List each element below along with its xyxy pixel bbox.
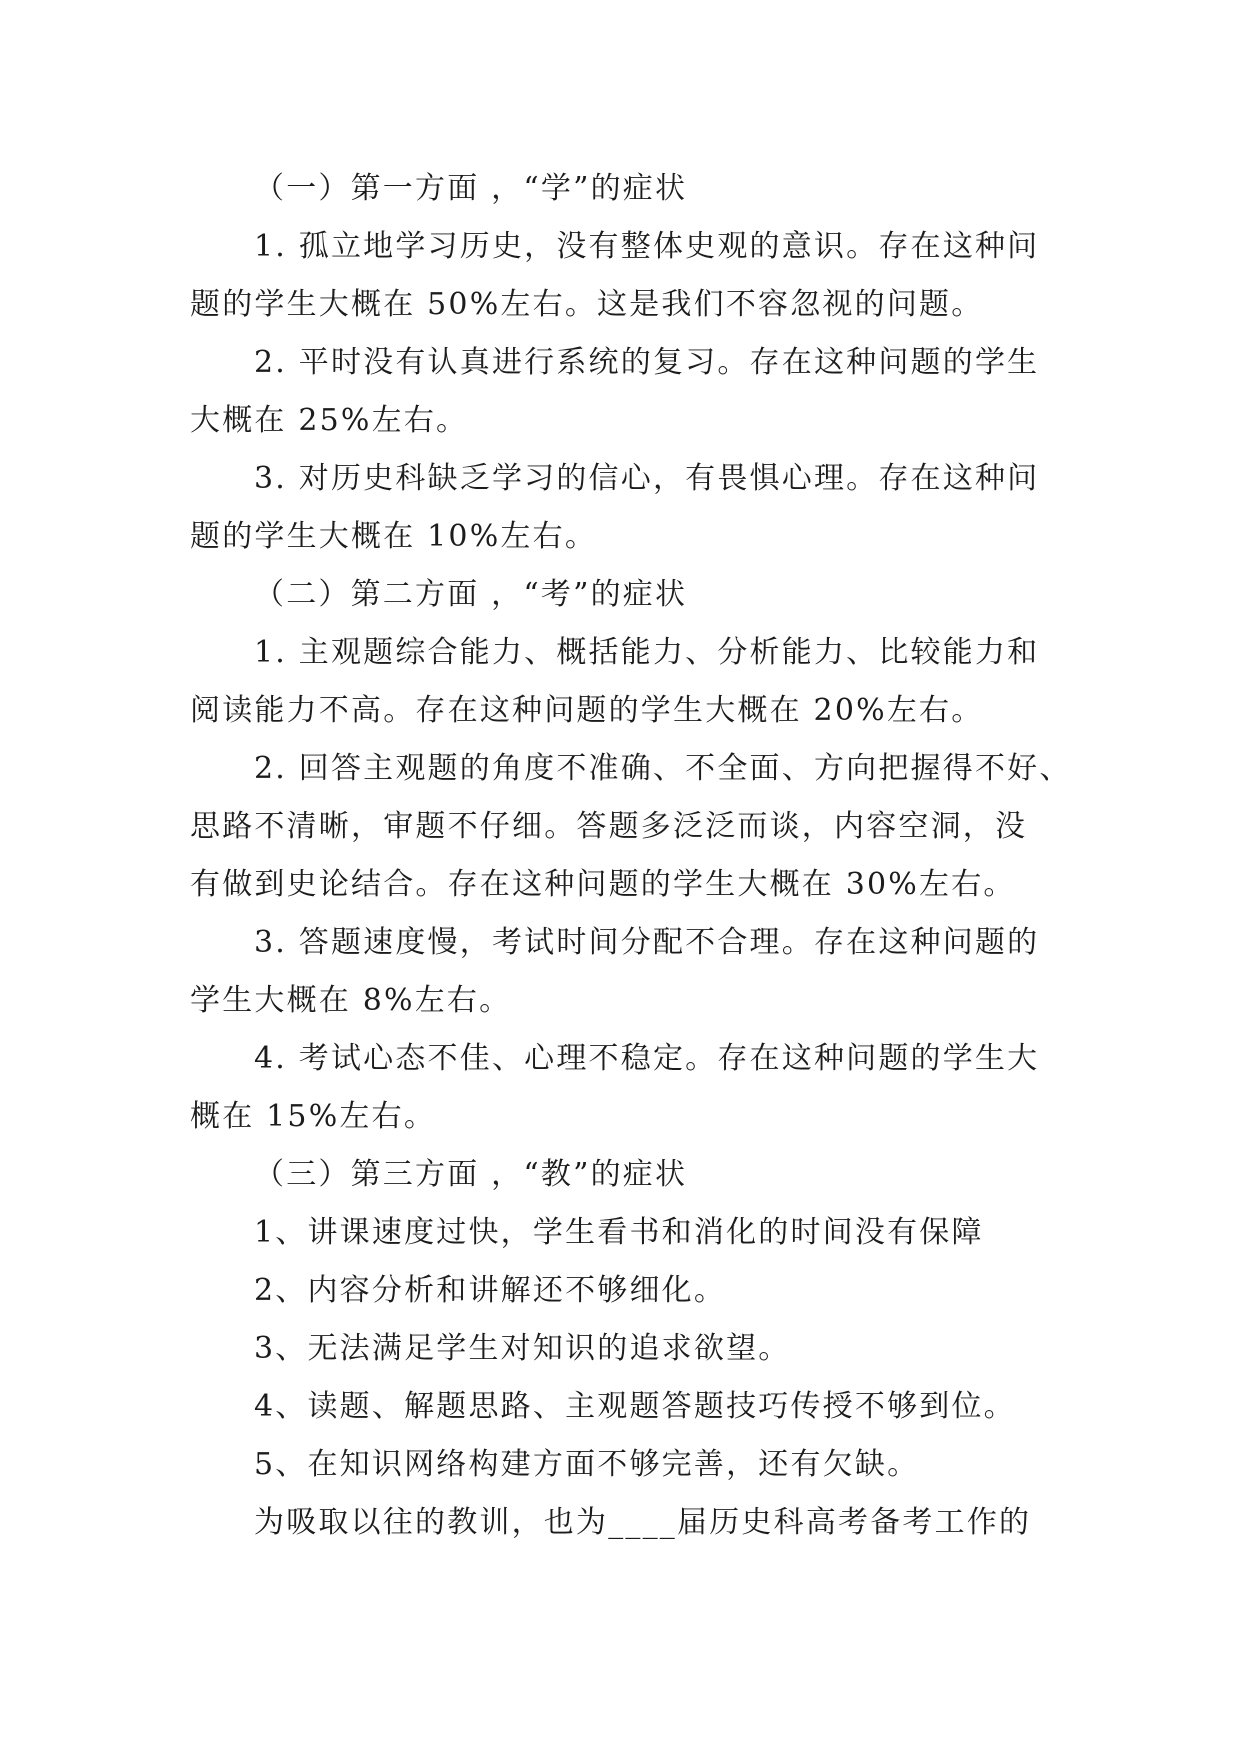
- paragraph-line: 3. 对历史科缺乏学习的信心，有畏惧心理。存在这种问: [254, 461, 1040, 496]
- paragraph-line: 3. 答题速度慢，考试时间分配不合理。存在这种问题的: [254, 925, 1040, 960]
- paragraph-line: 4. 考试心态不佳、心理不稳定。存在这种问题的学生大: [254, 1041, 1040, 1076]
- paragraph-line: 大概在 25%左右。: [190, 403, 469, 438]
- fill-in-blank: ____: [608, 1505, 678, 1540]
- list-item: 4、读题、解题思路、主观题答题技巧传授不够到位。: [254, 1389, 1016, 1424]
- paragraph-line: 题的学生大概在 10%左右。: [190, 519, 598, 554]
- paragraph-text: 为吸取以往的教训，也为: [254, 1505, 609, 1540]
- paragraph-text: 届历史科高考备考工作的: [677, 1505, 1032, 1540]
- paragraph-line: 2. 平时没有认真进行系统的复习。存在这种问题的学生: [254, 345, 1040, 380]
- section-heading: （二）第二方面 ，“考”的症状: [254, 577, 688, 612]
- list-item: 2、内容分析和讲解还不够细化。: [254, 1273, 727, 1308]
- list-item: 5、在知识网络构建方面不够完善，还有欠缺。: [254, 1447, 920, 1482]
- paragraph-line: 1. 主观题综合能力、概括能力、分析能力、比较能力和: [254, 635, 1040, 670]
- paragraph-line: 有做到史论结合。存在这种问题的学生大概在 30%左右。: [190, 867, 1016, 902]
- paragraph-line: [190, 1494, 1050, 1552]
- paragraph-line: 2. 回答主观题的角度不准确、不全面、方向把握得不好、: [254, 751, 1072, 786]
- document-body: [190, 160, 1072, 1552]
- paragraph-line: 学生大概在 8%左右。: [190, 983, 512, 1018]
- section-heading: （三）第三方面 ，“教”的症状: [254, 1157, 688, 1192]
- list-item: 3、无法满足学生对知识的追求欲望。: [254, 1331, 791, 1366]
- paragraph-line: 题的学生大概在 50%左右。这是我们不容忽视的问题。: [190, 287, 984, 322]
- paragraph-line: 思路不清晰，审题不仔细。答题多泛泛而谈，内容空洞，没: [190, 809, 1028, 844]
- paragraph-line: 阅读能力不高。存在这种问题的学生大概在 20%左右。: [190, 693, 984, 728]
- paragraph-line: 概在 15%左右。: [190, 1099, 437, 1134]
- paragraph-line: 1. 孤立地学习历史，没有整体史观的意识。存在这种问: [254, 229, 1040, 264]
- section-heading: （一）第一方面 ，“学”的症状: [254, 171, 688, 206]
- list-item: 1、讲课速度过快，学生看书和消化的时间没有保障: [254, 1215, 984, 1250]
